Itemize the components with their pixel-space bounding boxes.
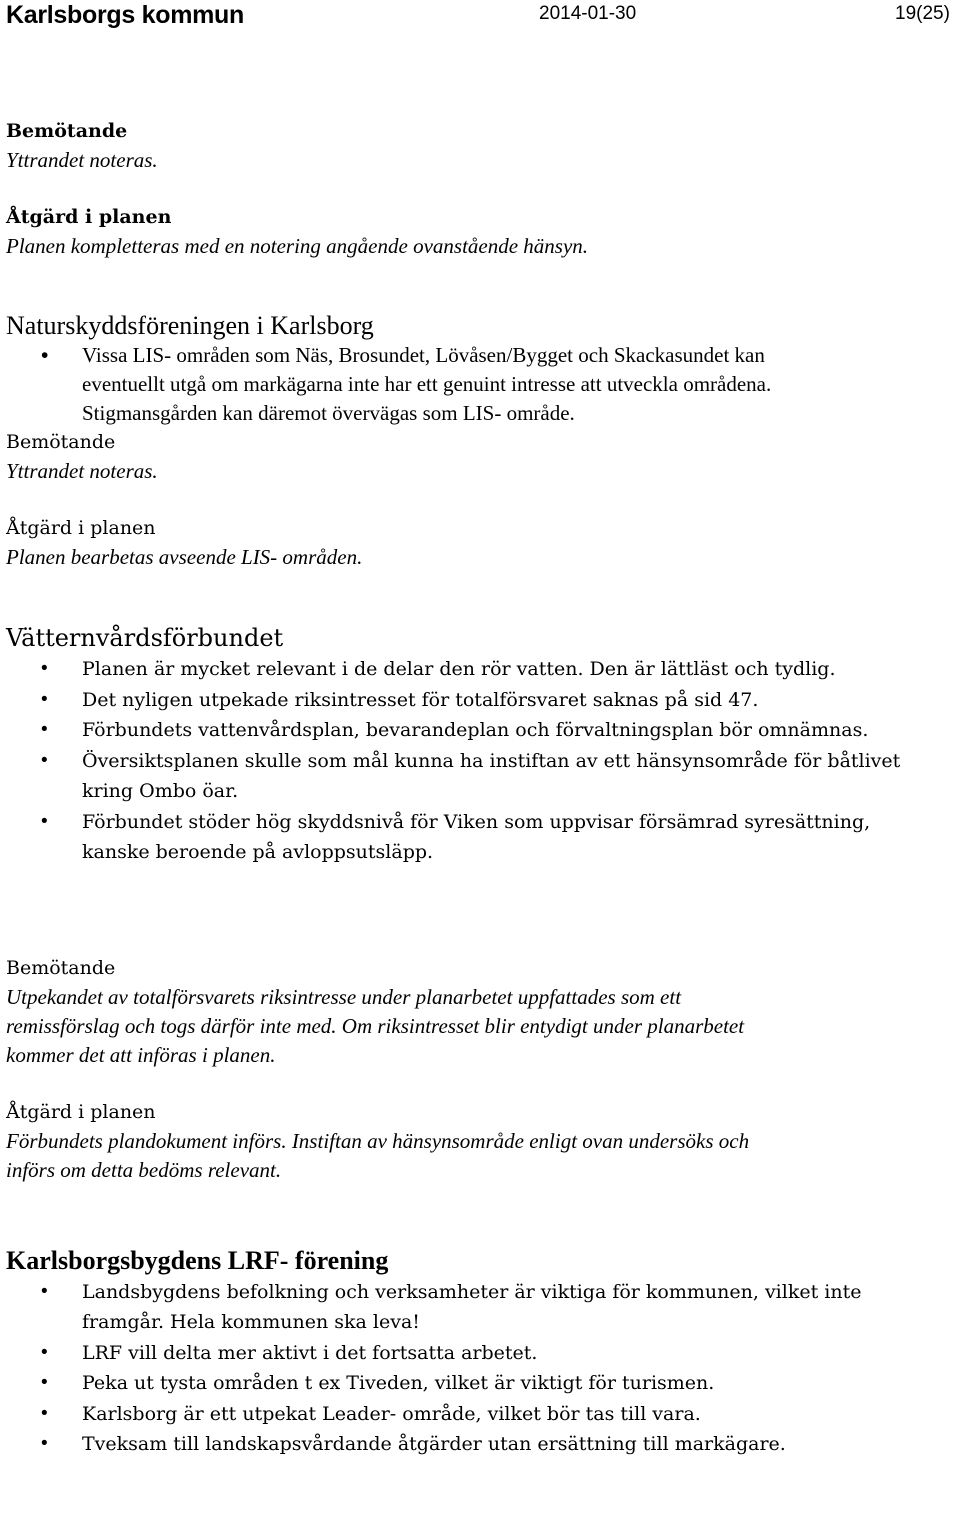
response-text: Yttrandet noteras. — [6, 459, 158, 483]
response-text-line: remissförslag och togs därför inte med. Om riksintresset blir entydigt under planarbetet — [6, 1013, 745, 1038]
response-text-line: kommer det att införas i planen. — [6, 1042, 276, 1067]
response-heading: Bemötande — [6, 120, 128, 142]
list-item-line: • Förbundets vattenvårdsplan, bevarandeplan och förvaltningsplan bör omnämnas. — [82, 719, 869, 741]
section-previous-response — [6, 117, 954, 261]
document-date: 2014-01-30 — [539, 3, 637, 24]
list-item — [6, 807, 954, 868]
response-text — [6, 983, 954, 1070]
list-item — [6, 341, 954, 428]
comment-list — [6, 1277, 954, 1460]
list-item — [6, 1277, 954, 1338]
list-item-line: framgår. Hela kommunen ska leva! — [82, 1311, 420, 1333]
action-text: Planen kompletteras med en notering angående ovanstående hänsyn. — [6, 234, 589, 258]
document-body — [6, 117, 954, 1460]
comment-list — [6, 341, 954, 428]
action-text: Planen bearbetas avseende LIS- områden. — [6, 545, 363, 569]
list-item-line: • Vissa LIS- områden som Näs, Brosundet, Lövåsen/Bygget och Skackasundet kan — [82, 343, 765, 367]
response-text: Yttrandet noteras. — [6, 148, 158, 172]
list-item-line: • Karlsborg är ett utpekat Leader- område, vilket bör tas till vara. — [82, 1402, 701, 1425]
comment-list — [6, 654, 954, 868]
section-lrf-forening — [6, 1245, 954, 1460]
list-item-line: eventuellt utgå om markägarna inte har ett genuint intresse att utveckla områdena. — [82, 372, 772, 396]
list-item — [6, 715, 954, 746]
action-text-line: införs om detta bedöms relevant. — [6, 1157, 282, 1182]
action-text-line: Förbundets plandokument införs. Instiftan av hänsynsområde enligt ovan undersöks och — [6, 1128, 750, 1153]
list-item — [6, 1368, 954, 1399]
list-item — [6, 1399, 954, 1430]
list-item-line: • Tveksam till landskapsvårdande åtgärder utan ersättning till markägare. — [82, 1433, 786, 1455]
list-item-line: • Förbundet stöder hög skyddsnivå för Viken som uppvisar försämrad syresättning, — [82, 810, 871, 833]
list-item-line: • Peka ut tysta områden t ex Tiveden, vilket är viktigt för turismen. — [82, 1372, 715, 1394]
page-header — [0, 0, 960, 34]
section-title: Naturskyddsföreningen i Karlsborg — [6, 311, 374, 340]
list-item — [6, 1429, 954, 1460]
list-item — [6, 746, 954, 807]
list-item — [6, 654, 954, 685]
list-item — [6, 685, 954, 716]
list-item-line: • Det nyligen utpekade riksintresset för totalförsvaret saknas på sid 47. — [82, 688, 759, 711]
section-title: Karlsborgsbygdens LRF- förening — [6, 1245, 389, 1275]
list-item-line: Stigmansgården kan däremot övervägas som LIS- område. — [82, 401, 575, 425]
action-heading: Åtgärd i planen — [6, 1100, 156, 1123]
response-heading: Bemötande — [6, 431, 116, 453]
list-item — [6, 1338, 954, 1369]
action-heading: Åtgärd i planen — [6, 206, 172, 228]
list-item-line: kanske beroende på avloppsutsläpp. — [82, 841, 434, 863]
list-item-line: • Översiktsplanen skulle som mål kunna ha instiftan av ett hänsynsområde för båtlivet — [82, 749, 901, 772]
page-number: 19(25) — [895, 3, 950, 24]
response-text-line: Utpekandet av totalförsvarets riksintresse under planarbetet uppfattades som ett — [6, 984, 682, 1009]
municipality-logo: Karlsborgs kommun — [6, 1, 245, 29]
response-heading: Bemötande — [6, 956, 116, 979]
list-item-line: kring Ombo öar. — [82, 780, 239, 802]
list-item-line: • Landsbygdens befolkning och verksamheter är viktiga för kommunen, vilket inte — [82, 1280, 862, 1303]
section-vatternvardsforbundet — [6, 622, 954, 1185]
section-title: Vätternvårdsförbundet — [6, 624, 284, 652]
section-naturskyddsforeningen — [6, 311, 954, 572]
list-item-line: • LRF vill delta mer aktivt i det fortsatta arbetet. — [82, 1341, 538, 1364]
list-item-line: • Planen är mycket relevant i de delar den rör vatten. Den är lättläst och tydlig. — [82, 658, 836, 680]
action-text — [6, 1127, 954, 1185]
action-heading: Åtgärd i planen — [6, 517, 156, 539]
